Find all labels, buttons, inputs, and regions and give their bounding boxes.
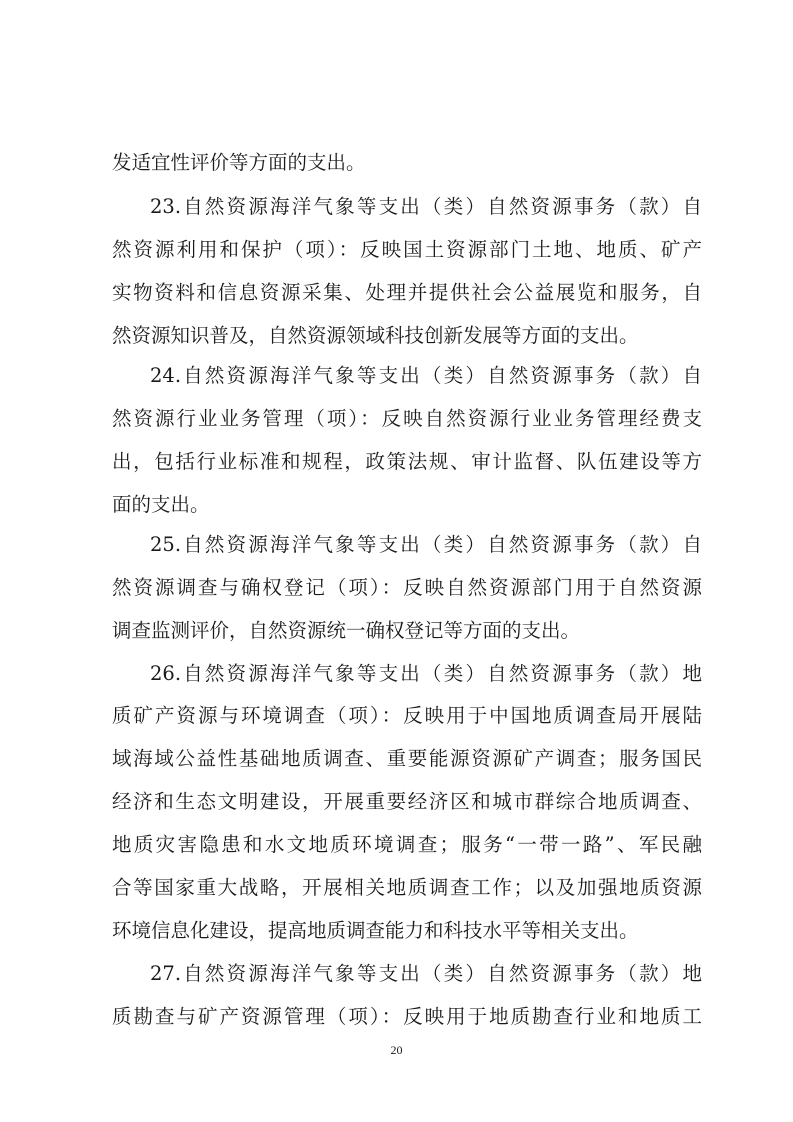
paragraph-line: 实物资料和信息资源采集、处理并提供社会公益展览和服务，自: [112, 281, 702, 304]
paragraph-line: 地质灾害隐患和水文地质环境调查；服务“一带一路”、军民融: [112, 833, 702, 856]
paragraph-line: 面的支出。: [112, 493, 210, 516]
paragraph-line: 出，包括行业标准和规程，政策法规、审计监督、队伍建设等方: [112, 450, 702, 473]
paragraph-line: 然资源知识普及，自然资源领域科技创新发展等方面的支出。: [112, 324, 639, 347]
paragraph-line: 质矿产资源与环境调查（项）：反映用于中国地质调查局开展陆: [112, 704, 702, 727]
page-number: 20: [390, 1043, 403, 1057]
paragraph-line: 质勘查与矿产资源管理（项）：反映用于地质勘查行业和地质工: [112, 1005, 702, 1028]
paragraph-line: 然资源行业业务管理（项）：反映自然资源行业业务管理经费支: [112, 407, 702, 430]
paragraph-line: 27.自然资源海洋气象等支出（类）自然资源事务（款）地: [150, 962, 702, 985]
paragraph-line: 环境信息化建设，提高地质调查能力和科技水平等相关支出。: [112, 919, 639, 942]
paragraph-line: 26.自然资源海洋气象等支出（类）自然资源事务（款）地: [150, 662, 702, 685]
paragraph-line: 然资源利用和保护（项）：反映国土资源部门土地、地质、矿产: [112, 238, 702, 261]
paragraph-line: 调查监测评价，自然资源统一确权登记等方面的支出。: [112, 619, 581, 642]
paragraph-line: 23.自然资源海洋气象等支出（类）自然资源事务（款）自: [150, 195, 702, 218]
paragraph-line: 发适宜性评价等方面的支出。: [112, 151, 366, 174]
paragraph-line: 25.自然资源海洋气象等支出（类）自然资源事务（款）自: [150, 533, 702, 556]
paragraph-line: 经济和生态文明建设，开展重要经济区和城市群综合地质调查、: [112, 790, 702, 813]
paragraph-line: 24.自然资源海洋气象等支出（类）自然资源事务（款）自: [150, 364, 702, 387]
paragraph-line: 合等国家重大战略，开展相关地质调查工作；以及加强地质资源: [112, 876, 702, 899]
paragraph-line: 然资源调查与确权登记（项）：反映自然资源部门用于自然资源: [112, 576, 702, 599]
paragraph-line: 域海域公益性基础地质调查、重要能源资源矿产调查；服务国民: [112, 747, 702, 770]
